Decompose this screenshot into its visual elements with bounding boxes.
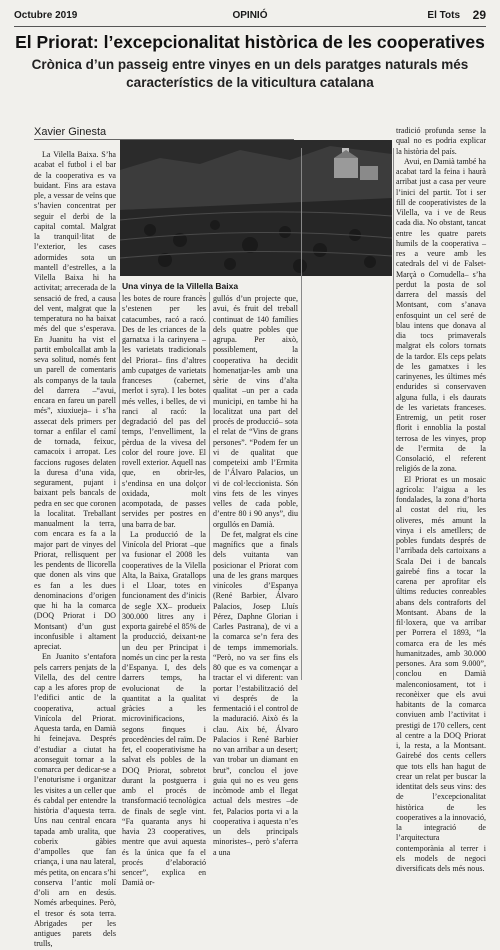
article-column-3 xyxy=(213,294,298,857)
vineyard-photo-art xyxy=(120,140,392,276)
paragraph: La producció de la Vinícola del Priorat –que va fusionar el 2008 les cooperatives de la Vilella Alta, la Baixa, Gratallops i el Lloar, totes en funcionament des d’inicis de segle XX– produeix 300.000 litres any i exporta gairebé el 85% de la producció, deixant-ne un deu per Principat i només un cinc per la resta d’Espanya. I, des dels darrers temps, ha evolucionat de la quantitat a la qualitat gràcies a les microvinificacions, segons finques i procedències del raïm. De fet, el cooperativisme ha salvat els pobles de la DOQ Priorat, sobretot durant la postguerra i amb el procés de transformació tecnològica de finals de segle vint. “Fa quaranta anys hi havia 23 cooperatives, mentre que avui aquesta és la única que fa el procés d’elaboració sencer”, explica en Damià or- xyxy=(122,529,207,888)
publication-name: El Tots xyxy=(427,10,460,21)
section-name: OPINIÓ xyxy=(232,10,268,21)
paragraph: Avui, en Damià també ha acabat tard la feina i haurà arribat just a casa per veure l’inici del partit. Tot i ser fill de cooperativistes de la Vilella, va i ve de Reus cada dia. No obstant, tancat entre les quatre parets humils de la cooperativa –res a veure amb les catedrals del vi de Falset-Marçà o Cornudella– s’ha perdut la posta de sol darrera del massís del Montsant, com s’anava enfosquint un cel seré de blau intens que donava al dia tocs primaverals malgrat els colors tornats de la tardor. Els ceps pelats de les gamatxes i les carinyenes, les últimes més endurides si conservaven alguna fulla, i els daurats de les varietats franceses. Entremig, un petit roser florit i ennoblia la postal terrosa de les vinyes, prop de l’ermita de la Consolació, el referent religiós de la zona. xyxy=(396,156,486,474)
paragraph: El Priorat es un mosaic agrícola: l’aigua a les fondalades, la zona d’horta al costat del riu, les oliveres, més amunt la vinya i els ametllers; de pobles fundats després de l’arribada dels cartoixans a Scala Dei i de bancals gairebé fins a tocar la carena per aprofitar els últims reductes conreables abans dels contraforts del Montsant. Abans de la fil·loxera, que va arribar per Porrera el 1893, “la comarca era de les més humanitzades, amb 30.000 persones. Ara som 9.000”, conclou en Damià malenconiosament, tot i reconèixer que els avui habitants de la comarca conviuen amb l’activitat i prestigi de 170 cellers, cent al centre a la DOQ Priorat i, la resta, a la Montsant. Gairebé dos cents cellers que tots ells han hagut de crear un relat per buscar la identitat dels seus vins: des de l’excepcionalitat històrica de les cooperatives a la innovació, la integració de l’arquitectura contemporània al terrer i els models de negoci diversificats dels més nous. xyxy=(396,474,486,873)
article-column-2 xyxy=(122,294,207,888)
page-number: 29 xyxy=(472,8,486,22)
article-title: El Priorat: l’excepcionalitat històrica de les cooperatives xyxy=(15,32,485,52)
paragraph: les botes de roure francès s’estenen per les catacumbes, racó a racó. Des de les criances de la garnatxa i la carinyena –les varietats tradicionals del Priorat– fins d’altres amb cupatges de varietats franceses (cabernet, merlot i syra). I les botes més velles, i belles, de vi ranci al racó: la degradació del pas del temps, l’envelliment, la pèrdua de la vivesa del color del roure jove. El rovell exterior. Aquell nas que, en obrir-les, s’endinsa en una dolçor oxidada, molt acompotada, de passes servides per postres en una barra de bar. xyxy=(122,294,206,529)
paragraph: De fet, malgrat els cine magnífics que a finals dels vuitanta van posicionar el Priorat com una de les grans marques vinícoles d’Espanya (René Barbier, Álvaro Palacios, Josep Lluís Pérez, Daphne Glorian i Carles Pastrana), de vi a la comarca se’n fera des de temps immemorials. “Però, no va ser fins els 80 que es va començar a tractar el vi diferent: van portar l’estabilització del vi després de la fermentació i el control de la maduració. Això és la clau. Aix bé, Álvaro Palacios i René Barbier no van arribar a un desert; van trobar un diamant en brut”, conclou el jove guia qui no es veu gens incòmode amb el llegat actual dels mestres –de fet, Palacios porta vi a la cooperativa i aquesta n’es un dels principals minoristes–, però s’afeгra a una xyxy=(213,529,298,857)
column-divider xyxy=(301,148,302,680)
paragraph: tradició profunda sense la qual no es podria explicar la història del país. xyxy=(396,126,486,156)
column-divider xyxy=(209,292,210,680)
paragraph: La Vilella Baixa. S’ha acabat el futbol i el bar de la cooperativa es va buidant. Fins ara estava ple, a vessar de veïns que s’havien concentrat per seguir el derbi de la capital comtal. Malgrat la tranquil·litat de l’exterior, les cases adormides sota un mantell d’estrelles, a la Vilella Baixa hi ha activitat; arreceradа de la sensació de fred, a causa del vent, malgrat que la temperatura no ha baixat més del que s’esperava. En Juanitu ha vist el partit embolcallat amb la seva solitud, només fent un parell de comentaris als companys de la taula del darrera –“avui, encara en fareu un parell més”, xiuxiueja– i s’ha assecat dels primers per tornar a enfilar el camí de tornada, feixuc, camacoix i arropat. Les faccions rugoses delaten la duresa d’una vida, segurament, pujant i baixant pels bancals de pedra en sec que coronen la localitat. Treballant manualment la terra, com encara es fa a la major part de vinyes del Priorat, rellisquent per les pendents de llicorella que donen als vins que es fan a les dues denominacions d’origen que hi ha la comarca (DOQ Priorat i DO Montsant) d’un gust inconfusible i altament apreciat. xyxy=(34,150,116,651)
paragraph: gullós d’un projecte que, avui, és fruit del treball continuat de 140 famílies dels quatre pobles que agrupa. Per això, possiblement, la cooperativa ha decidit homenatjar-les amb una sèrie de vins d’alta qualitat –un per a cada municipi, en tambe hi ha localitzat una part del procés de producció– sota el relat de “Vins de grans persones”. “Podem fer un vi de qualitat que competeixi amb l’Ermita de l’Álvaro Palacios, un vi de col·leccionista. Són vins fets de les vinyes velles de cada poble, d’entre 80 i 90 anys”, diu orgullós en Damià. xyxy=(213,294,298,529)
header-rule xyxy=(14,26,486,27)
paragraph: En Juanito s’entafora pels carrers penjats de la Vilella, des del centre cap a les afores prop de l’edifici antic de la cooperativa, actual Vinícola del Priorat. Aquesta tarda, en Damià hi feinejava. Després d’estudiar a ciutat ha aconseguit tornar a la comarca per dedicar-se a l’enoturisme i organitzar les visites a un celler que és cabdal per entendre la història d’aquesta terra. Uns nau central encara tapada amb uralita, que coberix gàbies d’ampolles que fan criança, i una nau lateral, més petita, on encara s’hi conserva l’antic molí d’oli arn en desús. Només arbequines. Però, el tresor és sota terra. Abrigades per les antigues parets dels trulls, xyxy=(34,652,117,949)
column-divider xyxy=(119,292,120,680)
issue-date: Octubre 2019 xyxy=(14,10,78,21)
article-subtitle: Crònica d’un passeig entre vinyes en un dels paratges naturals més característics de la viticultura catalana xyxy=(31,57,469,90)
column-divider xyxy=(393,148,394,680)
photo-caption: Una vinya de la Villella Baixa xyxy=(122,281,239,291)
author-byline: Xavier Ginesta xyxy=(34,126,107,138)
vineyard-photo xyxy=(120,140,392,276)
article-column-4 xyxy=(396,126,486,873)
page-header xyxy=(14,8,486,24)
article-column-1 xyxy=(34,150,117,949)
